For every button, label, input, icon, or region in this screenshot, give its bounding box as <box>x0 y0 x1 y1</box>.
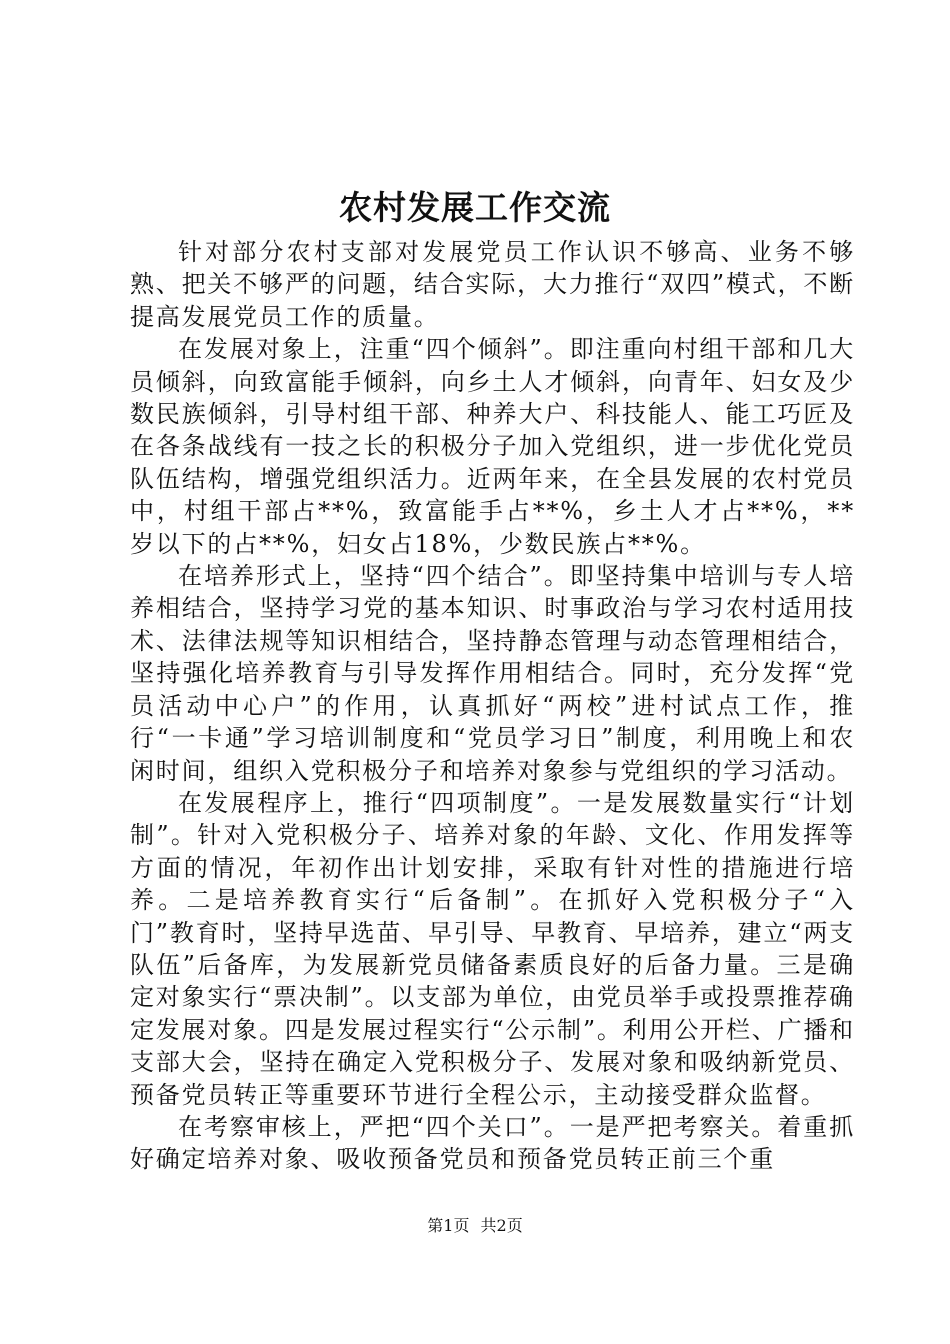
page-footer <box>0 1214 950 1238</box>
page-total: 共2页 <box>480 1216 523 1235</box>
paragraph-development-targets: 在发展对象上，注重“四个倾斜”。即注重向村组干部和几大员倾斜，向致富能手倾斜，向乡土人才倾斜，向青年、妇女及少数民族倾斜，引导村组干部、种养大户、科技能人、能工巧匠及在各条战线有一技之长的积极分子加入党组织，进一步优化党员队伍结构，增强党组织活力。近两年来，在全县发展的农村党员中，村组干部占**%，致富能手占**%，乡土人才占**%，**岁以下的占**%，妇女占18%，少数民族占**%。 <box>130 335 855 558</box>
paragraph-training-forms: 在培养形式上，坚持“四个结合”。即坚持集中培训与专人培养相结合，坚持学习党的基本知识、时事政治与学习农村适用技术、法律法规等知识相结合，坚持静态管理与动态管理相结合，坚持强化培养教育与引导发挥作用相结合。同时，充分发挥“党员活动中心户”的作用，认真抓好“两校”进村试点工作，推行“一卡通”学习培训制度和“党员学习日”制度，利用晚上和农闲时间，组织入党积极分子和培养对象参与党组织的学习活动。 <box>130 562 855 785</box>
paragraph-development-procedures: 在发展程序上，推行“四项制度”。一是发展数量实行“计划制”。针对入党积极分子、培养对象的年龄、文化、作用发挥等方面的情况，年初作出计划安排，采取有针对性的措施进行培养。二是培养教育实行“后备制”。在抓好入党积极分子“入门”教育时，坚持早选苗、早引导、早教育、早培养，建立“两支队伍”后备库，为发展新党员储备素质良好的后备力量。三是确定对象实行“票决制”。以支部为单位，由党员举手或投票推荐确定发展对象。四是发展过程实行“公示制”。利用公开栏、广播和支部大会，坚持在确定入党积极分子、发展对象和吸纳新党员、预备党员转正等重要环节进行全程公示，主动接受群众监督。 <box>130 788 855 1109</box>
document-title: 农村发展工作交流 <box>339 188 611 227</box>
paragraph-intro: 针对部分农村支部对发展党员工作认识不够高、业务不够熟、把关不够严的问题，结合实际，大力推行“双四”模式，不断提高发展党员工作的质量。 <box>130 238 855 331</box>
document-body <box>130 236 855 1176</box>
page-number: 第1页 <box>427 1216 470 1235</box>
paragraph-review-checks: 在考察审核上，严把“四个关口”。一是严把考察关。着重抓好确定培养对象、吸收预备党员和预备党员转正前三个重 <box>130 1112 855 1174</box>
